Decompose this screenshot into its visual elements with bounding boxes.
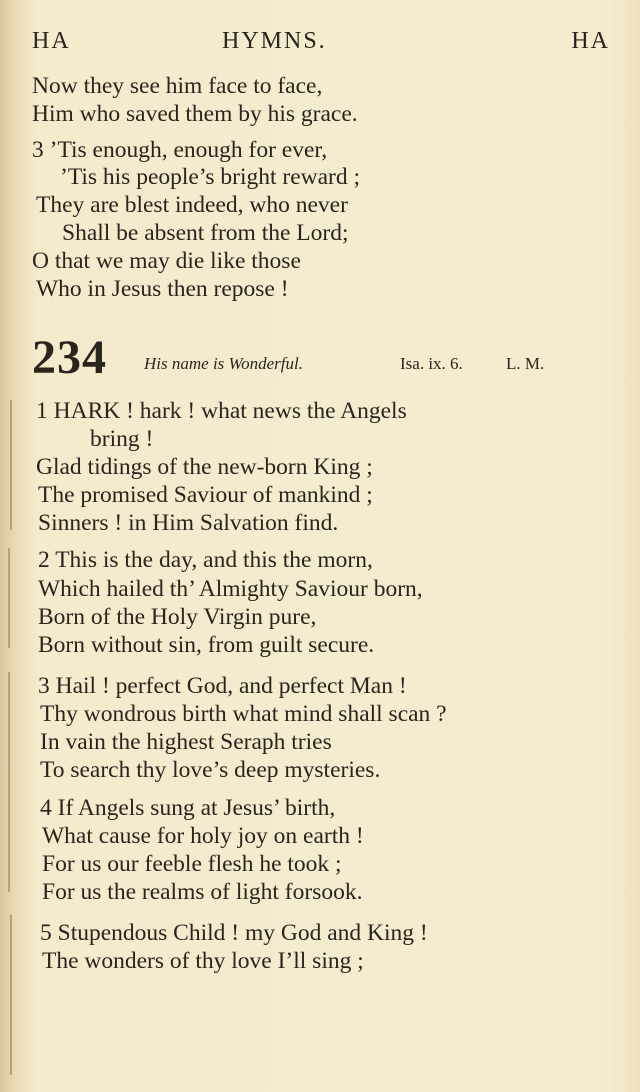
running-head-title: HYMNS.	[222, 28, 327, 54]
verse-line: Thy wondrous birth what mind shall scan ?	[40, 701, 447, 727]
verse-line: To search thy love’s deep mysteries.	[40, 757, 381, 783]
verse-line: 2 This is the day, and this the morn,	[38, 547, 373, 573]
hymn-title: His name is Wonderful.	[144, 354, 303, 373]
margin-mark	[8, 548, 10, 648]
verse-line: Which hailed th’ Almighty Saviour born,	[38, 576, 423, 602]
verse-line: What cause for holy joy on earth !	[42, 823, 364, 849]
verse-line: In vain the highest Seraph tries	[40, 729, 332, 755]
verse-line: For us our feeble flesh he took ;	[42, 851, 342, 877]
page-gutter	[0, 0, 26, 1092]
verse-line: Shall be absent from the Lord;	[62, 220, 349, 246]
running-head-right: HA	[571, 28, 610, 54]
verse-line: They are blest indeed, who never	[36, 192, 348, 218]
verse-line: Sinners ! in Him Salvation find.	[38, 510, 339, 536]
verse-line: Who in Jesus then repose !	[36, 276, 289, 302]
hymn-number: 234	[32, 331, 107, 384]
verse-line: bring !	[90, 426, 154, 452]
verse-line: Glad tidings of the new-born King ;	[36, 454, 373, 480]
hymn-header	[32, 331, 592, 384]
margin-mark	[10, 915, 12, 1075]
verse-line: Him who saved them by his grace.	[32, 101, 358, 127]
hymn-meter: L. M.	[506, 354, 545, 373]
scripture-reference: Isa. ix. 6.	[400, 354, 463, 373]
verse-line: 1 HARK ! hark ! what news the Angels	[36, 398, 407, 424]
verse-line: Born of the Holy Virgin pure,	[38, 604, 317, 630]
margin-mark	[10, 400, 12, 530]
margin-mark	[8, 672, 10, 892]
verse-line: 3 Hail ! perfect God, and perfect Man !	[38, 673, 407, 699]
verse-line: O that we may die like those	[32, 248, 301, 274]
verse-line: 4 If Angels sung at Jesus’ birth,	[40, 795, 336, 821]
verse-line: 5 Stupendous Child ! my God and King !	[40, 920, 428, 946]
running-head-left: HA	[32, 28, 71, 54]
verse-line: The wonders of thy love I’ll sing ;	[42, 948, 364, 974]
verse-line: 3 ’Tis enough, enough for ever,	[32, 137, 328, 163]
verse-line: Born without sin, from guilt secure.	[38, 632, 375, 658]
verse-line: For us the realms of light forsook.	[42, 879, 363, 905]
verse-line: Now they see him face to face,	[32, 73, 323, 99]
verse-line: ’Tis his people’s bright reward ;	[60, 164, 361, 190]
running-head	[32, 28, 610, 60]
verse-line: The promised Saviour of mankind ;	[38, 482, 373, 508]
